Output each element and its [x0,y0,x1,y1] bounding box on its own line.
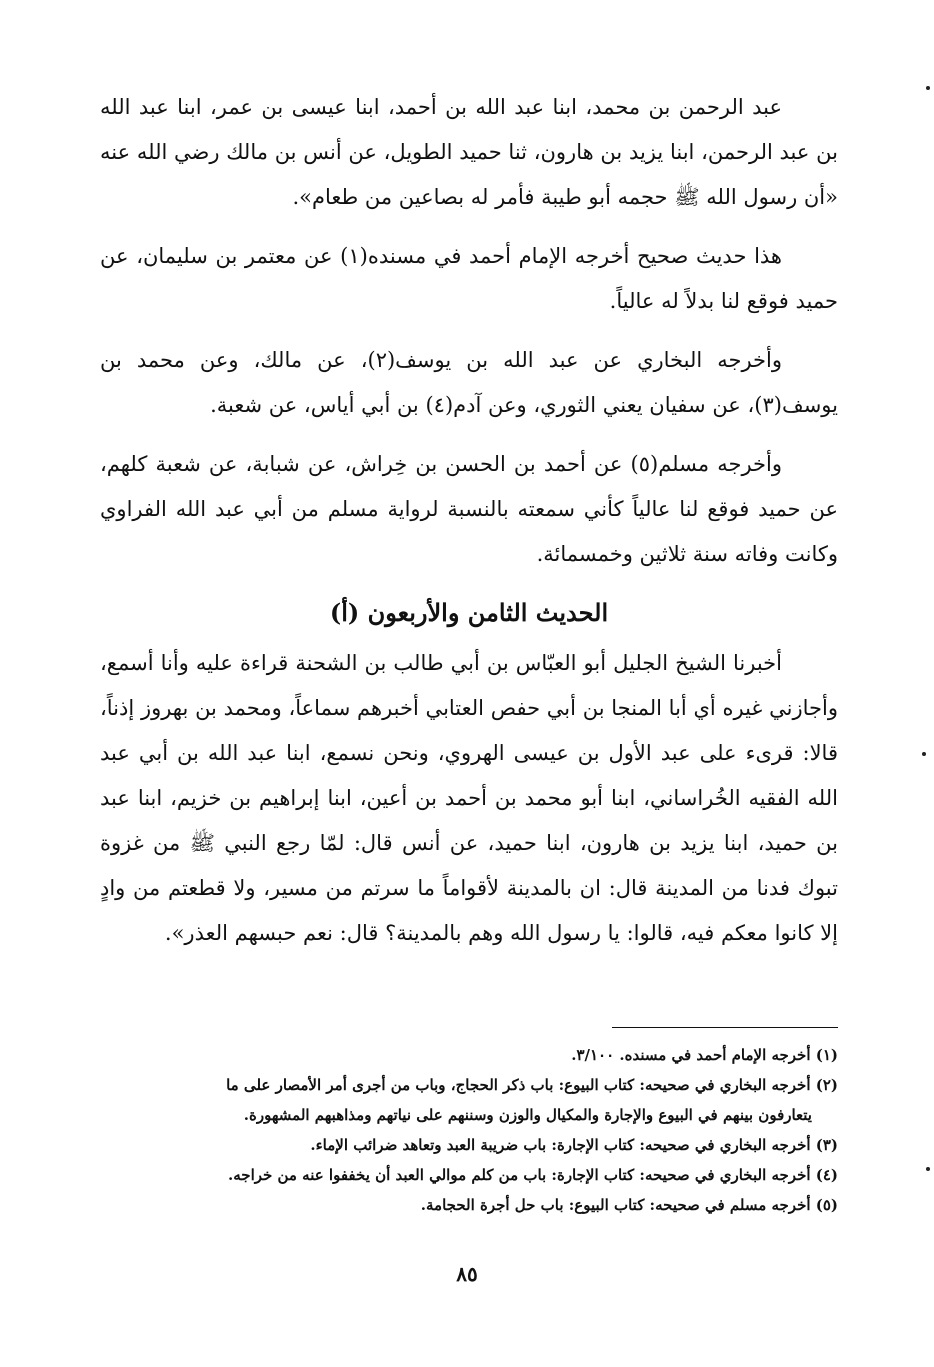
footnotes [100,1040,838,1220]
scan-speck [926,1167,930,1171]
scan-speck [926,86,930,90]
paragraph [100,338,838,428]
footnote-1: (١) أخرجه الإمام أحمد في مسنده. ٣/١٠٠. [571,1046,838,1064]
text-line: أسمع، وأجازني غيره أي أبا المنجا بن أبي حفص العتابي أخبرهم سماعاً، [100,651,838,720]
text-line: ابنا عبد الله بن أبي عبد الله الفقيه الخُراساني، ابنا أبو محمد بن أحمد بن أعين، ابنا [100,741,838,810]
text-line: عنه «أن رسول الله ﷺ حجمه أبو طيبة فأمر له بصاعين من طعام». [100,140,838,209]
paragraph [100,85,838,220]
footnote-4: (٤) أخرجه البخاري في صحيحه: كتاب الإجارة: باب من كلم موالي العبد أن يخففوا عنه من خراجه. [228,1166,838,1184]
hadith-paragraph [100,641,838,956]
text-line: هذا حديث صحيح أخرجه الإمام أحمد في مسنده(١) عن معتمر بن سليمان، [136,244,782,268]
text-line: عبد الرحمن بن محمد، ابنا عبد الله بن أحمد، ابنا عيسى بن عمر، ابنا عبد الله بن [100,95,838,164]
text-line: عبد الرحمن، ابنا يزيد بن هارون، ثنا حميد الطويل، عن أنس بن مالك رضي الله [136,140,810,164]
text-line: سرتم من مسير، ولا قطعتم من وادٍ إلا كانوا معكم فيه، قالوا: يا رسول الله وهم [100,876,838,945]
text-line: وأخرجه مسلم(٥) عن أحمد بن الحسن بن خِراش، عن شبابة، عن شعبة [155,452,782,476]
footnote-separator [612,1027,838,1028]
footnote-2-continuation: يتعارفون بينهم في البيوع والإجارة والمكيال والوزن وسننهم على نياتهم ومذاهبهم المشهورة. [243,1106,812,1124]
text-line: إبراهيم بن خزيم، ابنا عبد بن حميد، ابنا يزيد بن هارون، ابنا حميد، عن أنس [100,786,839,855]
footnote-3: (٣) أخرجه البخاري في صحيحه: كتاب الإجارة: باب ضريبة العبد وتعاهد ضرائب الإماء. [310,1136,838,1154]
scan-speck [922,752,926,756]
hadith-heading: الحديث الثامن والأربعون (أ) [329,598,609,627]
text-line: قال: لمّا رجع النبي ﷺ من غزوة تبوك فدنا من المدينة قال: ان بالمدينة لأقواماً ما [100,831,838,900]
text-line: عن حميد فوقع لنا بدلاً له عالياً. [100,244,838,313]
text-line: ومحمد بن بهروز إذناً، قالا: قرىء على عبد الأول بن عيسى الهروي، ونحن نسمع، [100,696,838,765]
text-line: أخبرنا الشيخ الجليل أبو العبّاس بن أبي طالب بن الشحنة قراءة عليه وأنا [160,651,782,675]
text-line: كلهم، عن حميد فوقع لنا عالياً كأني سمعته بالنسبة لرواية مسلم من أبي عبد الله [100,452,838,521]
text-line: الفراوي وكانت وفاته سنة ثلاثين وخمسمائة. [100,497,838,566]
page-number: ٨٥ [456,1262,478,1286]
paragraph [100,442,838,577]
text-line: وأخرجه البخاري عن عبد الله بن يوسف(٢)، عن مالك، وعن محمد بن [100,348,783,372]
text-line: بالمدينة؟ قال: نعم حبسهم العذر». [164,921,462,945]
footnote-5: (٥) أخرجه مسلم في صحيحه: كتاب البيوع: باب حل أجرة الحجامة. [420,1196,838,1214]
text-line: يوسف(٣)، عن سفيان يعني الثوري، وعن آدم(٤) بن أبي أياس، عن شعبة. [210,393,838,417]
footnote-2: (٢) أخرجه البخاري في صحيحه: كتاب البيوع: باب ذكر الحجاج، وباب من أجرى أمر الأمصار على ما [226,1076,838,1094]
main-text [100,85,838,970]
paragraph [100,234,838,324]
